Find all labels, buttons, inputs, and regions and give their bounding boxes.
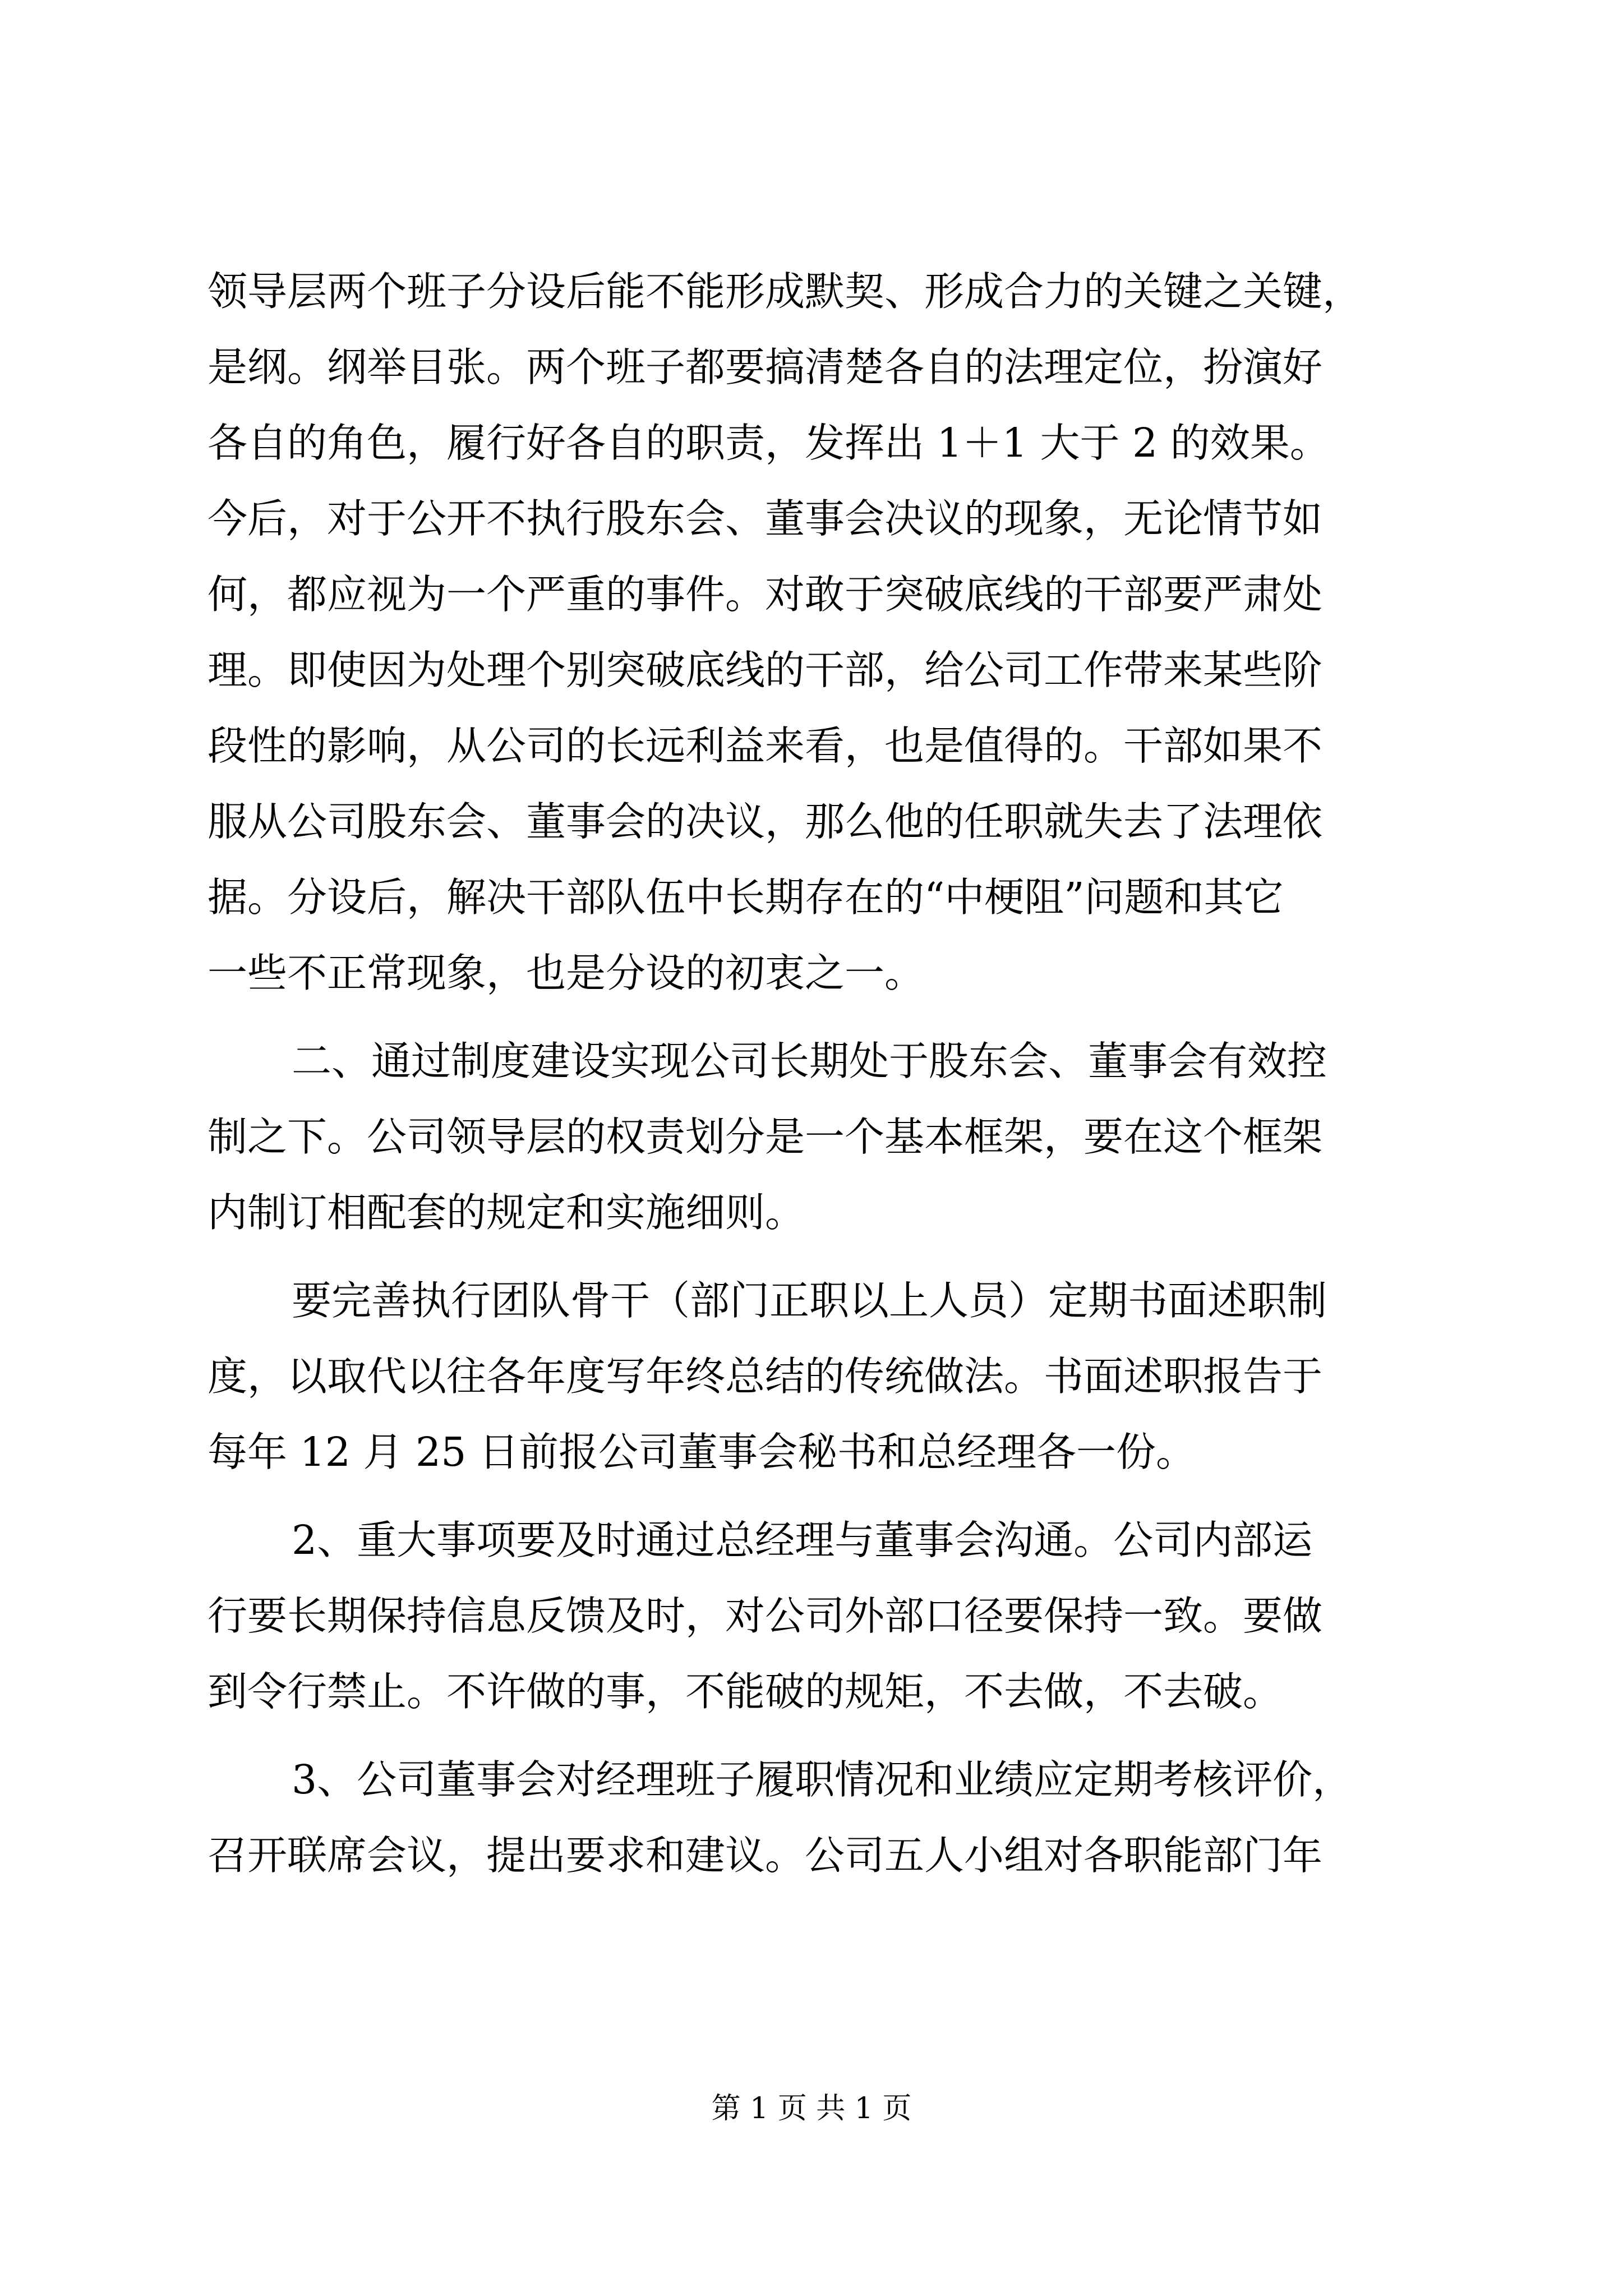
text-line: 制之下。公司领导层的权责划分是一个基本框架，要在这个框架 [208,1114,1323,1160]
page-footer: 第 1 页 共 1 页 [711,2092,912,2125]
text-line: 行要长期保持信息反馈及时，对公司外部口径要保持一致。要做 [208,1593,1323,1639]
text-line: 每年 12 月 25 日前报公司董事会秘书和总经理各一份。 [208,1429,1196,1475]
text-line: 何，都应视为一个严重的事件。对敢于突破底线的干部要严肃处 [208,571,1323,618]
text-line: 到令行禁止。不许做的事，不能破的规矩，不去做，不去破。 [208,1668,1283,1715]
text-line: 据。分设后，解决干部队伍中长期存在的“中梗阻”问题和其它 [208,874,1284,921]
text-line: 一些不正常现象，也是分设的初衷之一。 [208,950,925,996]
text-line: 理。即使因为处理个别突破底线的干部，给公司工作带来某些阶 [208,647,1323,693]
text-line: 今后，对于公开不执行股东会、董事会决议的现象，无论情节如 [208,495,1323,542]
text-line: 度，以取代以往各年度写年终总结的传统做法。书面述职报告于 [208,1353,1323,1400]
paragraph-first-line: 3、公司董事会对经理班子履职情况和业绩应定期考核评价， [292,1756,1353,1803]
text-line: 各自的角色，履行好各自的职责，发挥出 1＋1 大于 2 的效果。 [208,420,1330,466]
document-body [208,254,1419,1893]
text-line: 召开联席会议，提出要求和建议。公司五人小组对各职能部门年 [208,1832,1323,1879]
text-line: 段性的影响，从公司的长远利益来看，也是值得的。干部如果不 [208,723,1323,769]
text-line: 是纲。纲举目张。两个班子都要搞清楚各自的法理定位，扮演好 [208,344,1323,390]
text-line: 服从公司股东会、董事会的决议，那么他的任职就失去了法理依 [208,798,1323,845]
paragraph-first-line: 要完善执行团队骨干（部门正职以上人员）定期书面述职制 [292,1277,1327,1324]
text-line: 领导层两个班子分设后能不能形成默契、形成合力的关键之关键， [208,268,1363,315]
text-line: 内制订相配套的规定和实施细则。 [208,1189,805,1236]
paragraph-first-line: 2、重大事项要及时通过总经理与董事会沟通。公司内部运 [292,1517,1313,1563]
paragraph-heading: 二、通过制度建设实现公司长期处于股东会、董事会有效控 [292,1038,1327,1084]
